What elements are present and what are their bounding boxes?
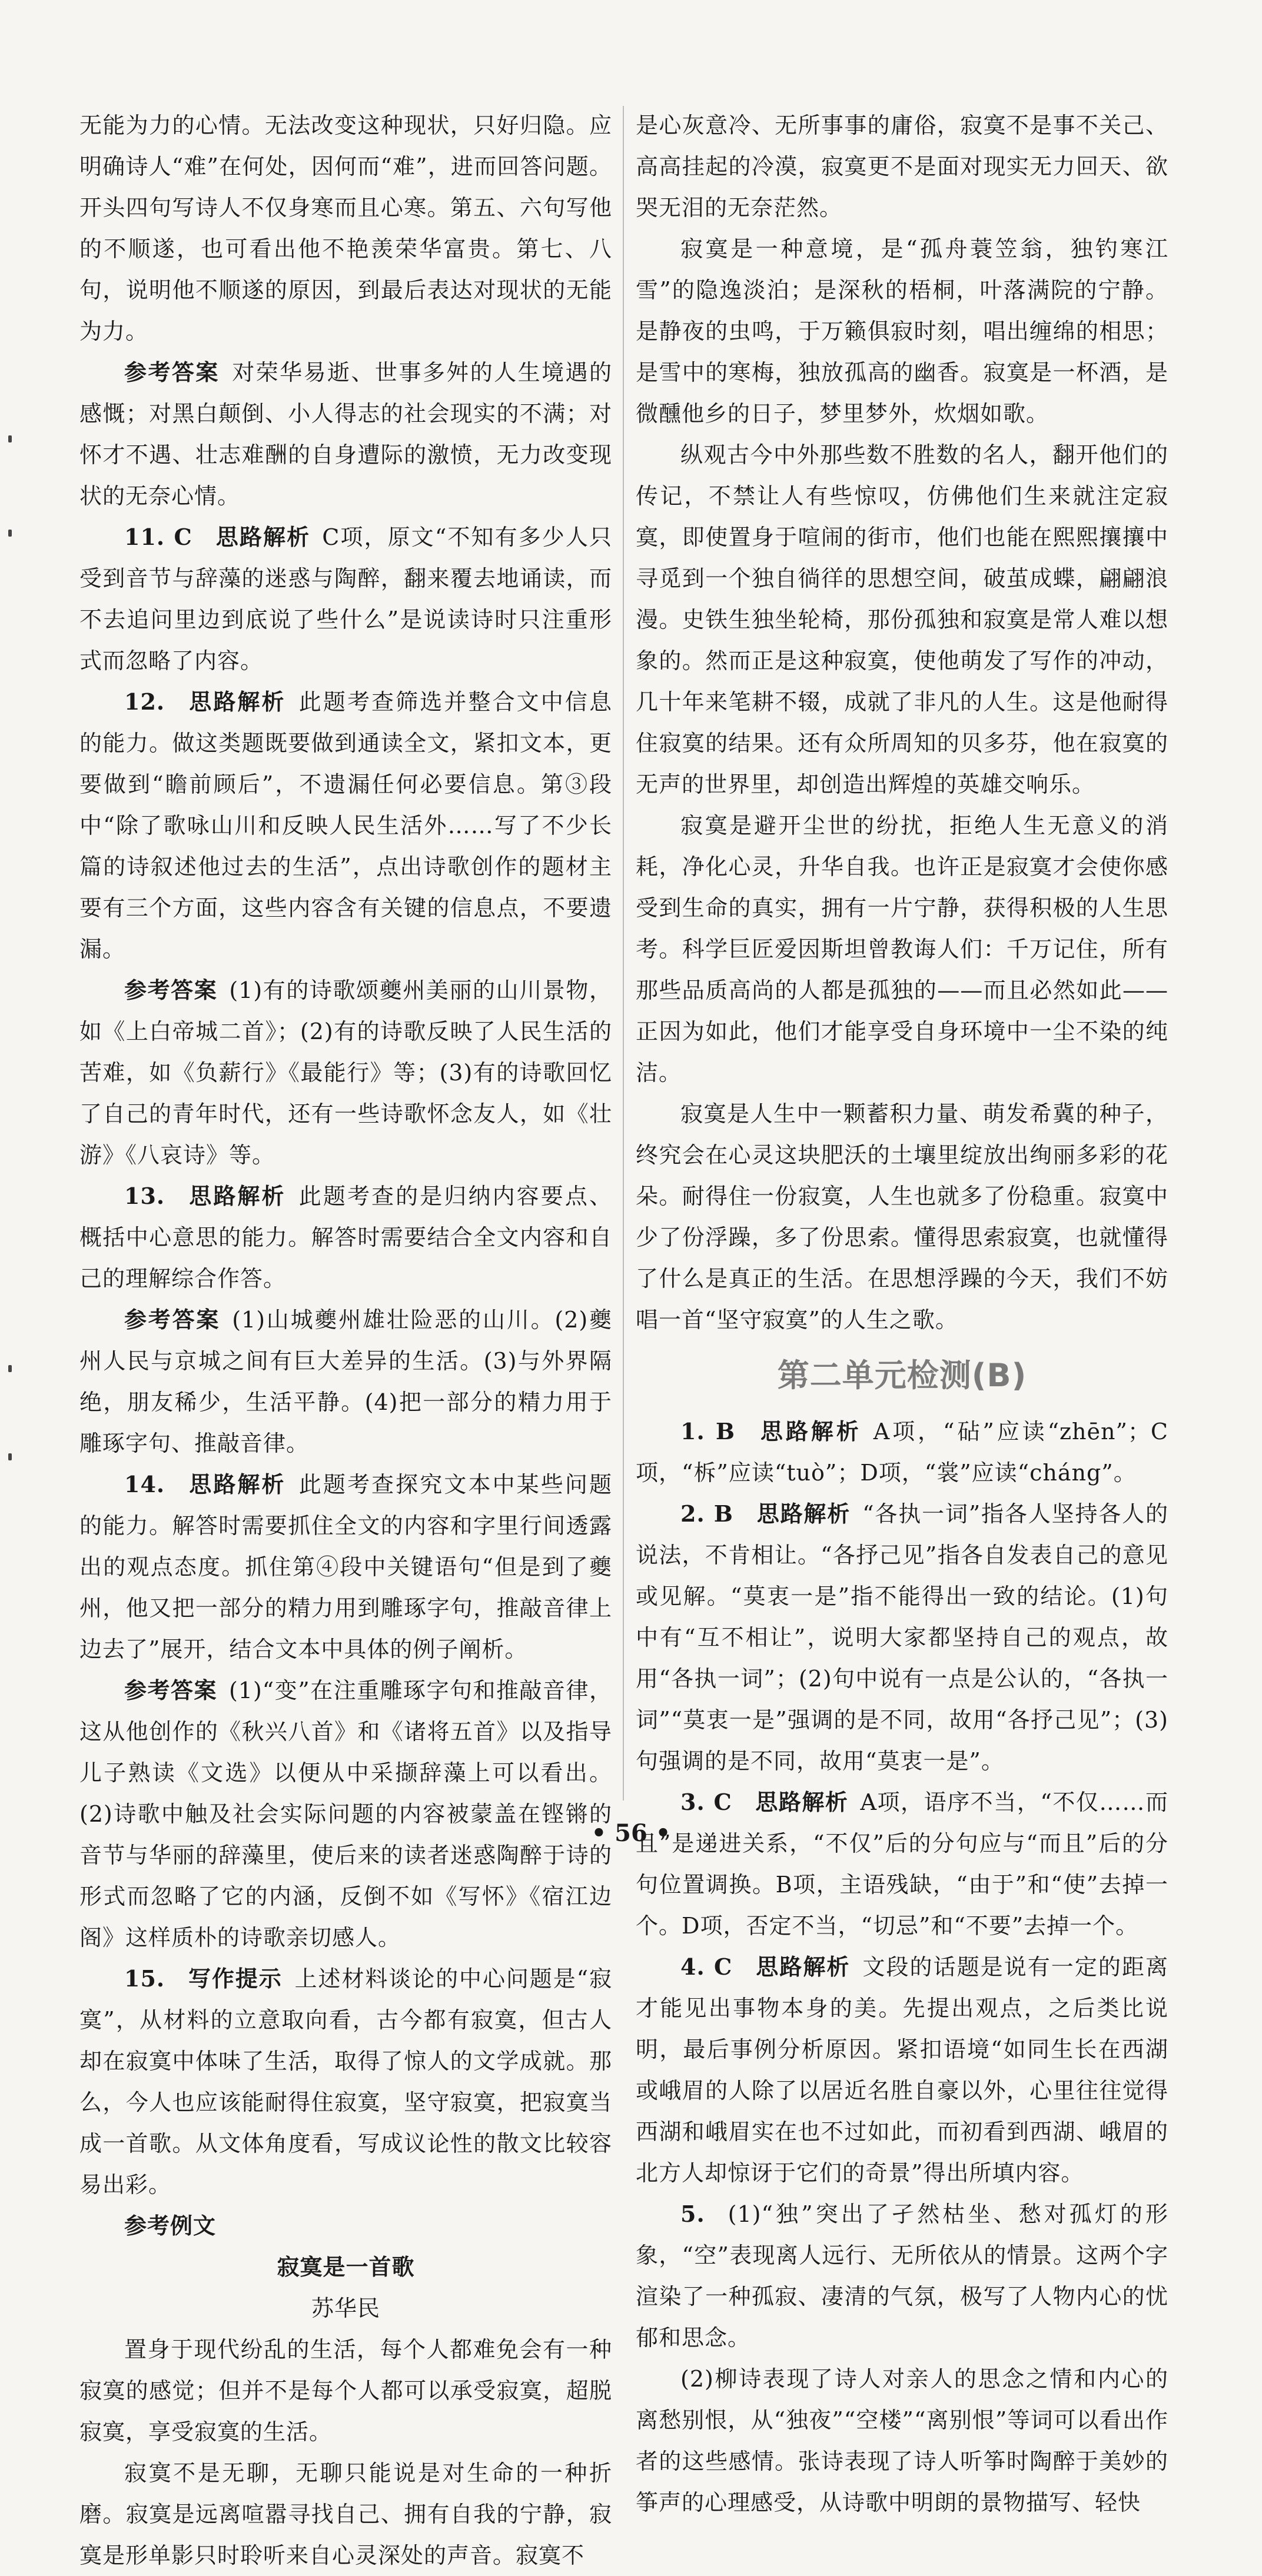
paragraph-text: A项，“砧”应读“zhēn”；C项，“柝”应读“tuò”；D项，“裳”应读“cháng”。 — [636, 1419, 1168, 1486]
paragraph-text: 置身于现代纷乱的生活，每个人都难免会有一种寂寞的感觉；但并不是每个人都可以承受寂寞，超脱寂寞，享受寂寞的生活。 — [79, 2337, 612, 2445]
answer-label: 思路解析 — [755, 1954, 851, 1980]
answer-label: 参考答案 — [124, 1307, 221, 1333]
answer-label: 参考答案 — [124, 360, 220, 385]
right-column — [636, 105, 1168, 2523]
paragraph-text: (1)“变”在注重雕琢字句和推敲音律，这从他创作的《秋兴八首》和《诸将五首》以及指导儿子熟读《文选》以便从中采撷辞藻上可以看出。(2)诗歌中触及社会实际问题的内容被蒙盖在铿锵的音节与华丽的辞藻里，使后来的读者迷惑陶醉于诗的形式而忽略了它的内涵，反倒不如《写怀》《宿江边阁》这样质朴的诗歌亲切感人。 — [79, 1678, 612, 1951]
paragraph-text: 是心灰意冷、无所事事的庸俗，寂寞不是事不关己、高高挂起的冷漠，寂寞更不是面对现实无力回天、欲哭无泪的无奈茫然。 — [636, 112, 1168, 221]
answer-label: 思路解析 — [756, 1501, 851, 1527]
answer-paragraph — [636, 2358, 1168, 2523]
answer-paragraph — [79, 681, 612, 970]
question-number: 3. C — [680, 1789, 732, 1815]
answer-label: 思路解析 — [758, 1419, 862, 1445]
answer-paragraph — [79, 1299, 612, 1464]
paragraph-text: 对荣华易逝、世事多舛的人生境遇的感慨；对黑白颠倒、小人得志的社会现实的不满；对怀才不遇、壮志难酬的自身遭际的激愤，无力改变现状的无奈心情。 — [79, 360, 612, 509]
paragraph-text: A项，语序不当，“不仅……而且”是递进关系，“不仅”后的分句应与“而且”后的分句位置调换。B项，主语残缺，“由于”和“使”去掉一个。D项，否定不当，“切忌”和“不要”去掉一个。 — [636, 1789, 1168, 1939]
paragraph-text: C项，原文“不知有多少人只受到音节与辞藻的迷惑与陶醉，翻来覆去地诵读，而不去追问里边到底说了些什么”是说读诗时只注重形式而忽略了内容。 — [79, 524, 612, 674]
answer-paragraph — [636, 1493, 1168, 1782]
question-number: 2. B — [680, 1500, 733, 1527]
column-divider — [623, 106, 624, 1800]
answer-paragraph — [79, 1464, 612, 1670]
paragraph-text: 此题考查的是归纳内容要点、概括中心意思的能力。解答时需要结合全文内容和自己的理解综合作答。 — [79, 1183, 612, 1292]
answer-paragraph — [636, 1782, 1168, 1946]
scan-mark — [8, 1365, 12, 1372]
answer-paragraph — [79, 517, 612, 681]
answer-label: 参考例文 — [124, 2213, 217, 2239]
answer-label: 思路解析 — [755, 1789, 849, 1815]
answer-paragraph — [79, 352, 612, 517]
question-number: 15. — [124, 1965, 165, 1992]
answer-paragraph — [636, 1411, 1168, 1493]
question-number: 1. B — [680, 1418, 735, 1445]
answer-paragraph — [636, 434, 1168, 805]
answer-label: 写作提示 — [188, 1966, 283, 1992]
paragraph-text: (2)柳诗表现了诗人对亲人的思念之情和内心的离愁别恨，从“独夜”“空楼”“离别恨”等词可以看出作者的这些感情。张诗表现了诗人听筝时陶醉于美妙的筝声的心理感受，从诗歌中明朗的景物描写、轻快 — [636, 2366, 1168, 2515]
scan-mark — [8, 435, 12, 442]
paragraph-text: 寂寞是一种意境，是“孤舟蓑笠翁，独钓寒江雪”的隐逸淡泊；是深秋的梧桐，叶落满院的宁静。是静夜的虫鸣，于万籁俱寂时刻，唱出缠绵的相思；是雪中的寒梅，独放孤高的幽香。寂寞是一杯酒，是微醺他乡的日子，梦里梦外，炊烟如歌。 — [636, 236, 1168, 427]
essay-title: 寂寞是一首歌 — [277, 2254, 415, 2280]
answer-paragraph — [636, 2194, 1168, 2358]
section-heading: 第二单元检测(B) — [777, 1357, 1027, 1394]
paragraph-text: (1)山城夔州雄壮险恶的山川。(2)夔州人民与京城之间有巨大差异的生活。(3)与外界隔绝，朋友稀少，生活平静。(4)把一部分的精力用于雕琢字句、推敲音律。 — [79, 1307, 612, 1456]
answer-paragraph — [79, 2329, 612, 2452]
answer-label: 思路解析 — [215, 524, 311, 550]
answer-paragraph — [636, 1093, 1168, 1340]
question-number: 5. — [680, 2201, 705, 2227]
continued-text — [636, 105, 1168, 228]
paragraph-text: (1)“独”突出了孑然枯坐、愁对孤灯的形象，“空”表现离人远行、无所依从的情景。这两个字渲染了一种孤寂、凄清的气氛，极写了人物内心的忧郁和思念。 — [636, 2201, 1168, 2351]
page-number: • 56 • — [591, 1819, 671, 1847]
answer-label: 思路解析 — [188, 1472, 286, 1497]
answer-paragraph — [79, 1176, 612, 1299]
answer-label: 参考答案 — [124, 977, 218, 1003]
paragraph-text: “各执一词”指各人坚持各人的说法，不肯相让。“各抒己见”指各自发表自己的意见或见解。“莫衷一是”指不能得出一致的结论。(1)句中有“互不相让”，说明大家都坚持自己的观点，故用“各执一词”；(2)句中说有一点是公认的，“各执一词”“莫衷一是”强调的是不同，故用“各抒己见”；(3)句强调的是不同，故用“莫衷一是”。 — [636, 1501, 1168, 1774]
paragraph-text: 寂寞是避开尘世的纷扰，拒绝人生无意义的消耗，净化心灵，升华自我。也许正是寂寞才会使你感受到生命的真实，拥有一片宁静，获得积极的人生思考。科学巨匠爱因斯坦曾教诲人们：千万记住，所有那些品质高尚的人都是孤独的——而且必然如此——正因为如此，他们才能享受自身环境中一尘不染的纯洁。 — [636, 813, 1168, 1086]
paragraph-text: 寂寞是人生中一颗蓄积力量、萌发希冀的种子，终究会在心灵这块肥沃的土壤里绽放出绚丽多彩的花朵。耐得住一份寂寞，人生也就多了份稳重。寂寞中少了份浮躁，多了份思索。懂得思索寂寞，也就懂得了什么是真正的生活。在思想浮躁的今天，我们不妨唱一首“坚守寂寞”的人生之歌。 — [636, 1101, 1168, 1333]
answer-label: 参考答案 — [124, 1678, 217, 1703]
paragraph-text: 纵观古今中外那些数不胜数的名人，翻开他们的传记，不禁让人有些惊叹，仿佛他们生来就注定寂寞，即使置身于喧闹的街市，他们也能在熙熙攘攘中寻觅到一个独自徜徉的思想空间，破茧成蝶，翩翩浪漫。史铁生独坐轮椅，那份孤独和寂寞是常人难以想象的。然而正是这种寂寞，使他萌发了写作的冲动，几十年来笔耕不辍，成就了非凡的人生。这是他耐得住寂寞的结果。还有众所周知的贝多芬，他在寂寞的无声的世界里，却创造出辉煌的英雄交响乐。 — [636, 442, 1168, 797]
paragraph-text: 此题考查探究文本中某些问题的能力。解答时需要抓住全文的内容和字里行间透露出的观点态度。抓住第④段中关键语句“但是到了夔州，他又把一部分的精力用到雕琢字句，推敲音律上边去了”展开，结合文本中具体的例子阐析。 — [79, 1472, 612, 1662]
paragraph-text: 上述材料谈论的中心问题是“寂寞”，从材料的立意取向看，古今都有寂寞，但古人却在寂寞中体味了生活，取得了惊人的文学成就。那么，今人也应该能耐得住寂寞，坚守寂寞，把寂寞当成一首歌。从文体角度看，写成议论性的散文比较容易出彩。 — [79, 1966, 612, 2198]
answer-paragraph — [636, 1946, 1168, 2194]
answer-paragraph — [79, 2452, 612, 2576]
answer-paragraph — [636, 805, 1168, 1093]
question-number: 11. C — [124, 524, 192, 550]
paragraph-text: 此题考查筛选并整合文中信息的能力。做这类题既要做到通读全文，紧扣文本，更要做到“瞻前顾后”，不遗漏任何必要信息。第③段中“除了歌咏山川和反映人民生活外……写了不少长篇的诗叙述他过去的生活”，点出诗歌创作的题材主要有三个方面，这些内容含有关键的信息点，不要遗漏。 — [79, 689, 612, 962]
answer-label: 思路解析 — [188, 1183, 286, 1209]
paragraph-text: 寂寞不是无聊，无聊只能说是对生命的一种折磨。寂寞是远离喧嚣寻找自己、拥有自我的宁静，寂寞是形单影只时聆听来自心灵深处的声音。寂寞不 — [79, 2460, 612, 2568]
question-number: 4. C — [680, 1953, 733, 1980]
paragraph-text: 无能为力的心情。无法改变这种现状，只好归隐。应明确诗人“难”在何处，因何而“难”，进而回答问题。开头四句写诗人不仅身寒而且心寒。第五、六句写他的不顺遂，也可看出他不艳羡荣华富贵。第七、八句，说明他不顺遂的原因，到最后表达对现状的无能为力。 — [79, 112, 612, 344]
answer-paragraph — [79, 1670, 612, 1958]
continued-text — [79, 105, 612, 352]
question-number: 14. — [124, 1471, 165, 1497]
question-number: 13. — [124, 1183, 165, 1209]
question-number: 12. — [124, 688, 165, 715]
answer-label-line — [79, 2205, 612, 2246]
paragraph-text: 文段的话题是说有一定的距离才能见出事物本身的美。先提出观点，之后类比说明，最后事例分析原因。紧扣语境“如同生长在西湖或峨眉的人除了以居近名胜自豪以外，心里往往觉得西湖和峨眉实在也不过如此，而初看到西湖、峨眉的北方人却惊讶于它们的奇景”得出所填内容。 — [636, 1954, 1168, 2186]
scan-mark — [8, 1453, 12, 1460]
answer-paragraph — [79, 970, 612, 1176]
answer-label: 思路解析 — [188, 689, 286, 715]
answer-paragraph — [636, 228, 1168, 434]
essay-author: 苏华民 — [311, 2295, 380, 2321]
scan-mark — [8, 530, 12, 537]
answer-paragraph — [79, 1958, 612, 2205]
left-column — [79, 105, 612, 2576]
paragraph-text: (1)有的诗歌颂夔州美丽的山川景物，如《上白帝城二首》；(2)有的诗歌反映了人民生活的苦难，如《负薪行》《最能行》等；(3)有的诗歌回忆了自己的青年时代，还有一些诗歌怀念友人，如《壮游》《八哀诗》等。 — [79, 977, 612, 1168]
